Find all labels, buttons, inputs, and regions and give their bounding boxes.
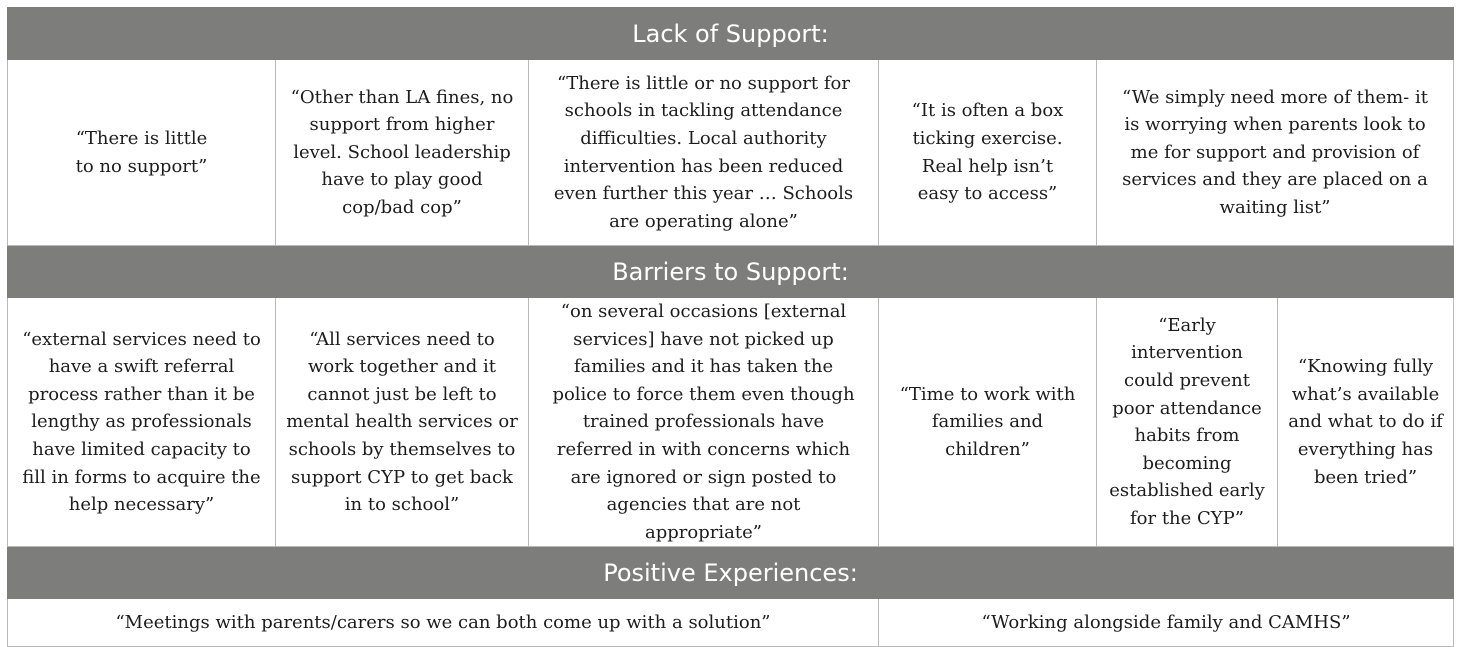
barrier-quote-3: “on several occasions [external services] have not picked up families and it has taken the police to force them even though trained professionals have referred in with concerns which are ignored or sign posted to agencies that are not appropriate” xyxy=(529,298,879,547)
barrier-quote-5: “Early intervention could prevent poor attendance habits from becoming established early for the CYP” xyxy=(1097,298,1278,547)
positive-header-row xyxy=(8,547,1454,599)
barriers-to-support-header: Barriers to Support: xyxy=(8,246,1454,298)
lack-of-support-header-row xyxy=(8,8,1454,60)
barrier-quote-1: “external services need to have a swift referral process rather than it be lengthy as professionals have limited capacity to fill in forms to acquire the help necessary” xyxy=(8,298,276,547)
positive-quote-1: “Meetings with parents/carers so we can both come up with a solution” xyxy=(8,599,879,647)
positive-experiences-header: Positive Experiences: xyxy=(8,547,1454,599)
lack-quote-5: “We simply need more of them- it is worrying when parents look to me for support and provision of services and they are placed on a waiting list” xyxy=(1097,60,1454,246)
lack-quote-3: “There is little or no support for schools in tackling attendance difficulties. Local authority intervention has been reduced even further this year … Schools are operating alone” xyxy=(529,60,879,246)
lack-quote-1: “There is little to no support” xyxy=(8,60,276,246)
barrier-quote-2: “All services need to work together and it cannot just be left to mental health services or schools by themselves to support CYP to get back in to school” xyxy=(276,298,529,547)
barrier-quote-6: “Knowing fully what’s available and what to do if everything has been tried” xyxy=(1278,298,1454,547)
positive-row xyxy=(8,599,1454,647)
lack-quote-2: “Other than LA fines, no support from higher level. School leadership have to play good cop/bad cop” xyxy=(276,60,529,246)
lack-of-support-header: Lack of Support: xyxy=(8,8,1454,60)
barriers-header-row xyxy=(8,246,1454,298)
barrier-quote-4: “Time to work with families and children” xyxy=(879,298,1097,547)
quotes-table xyxy=(7,7,1454,647)
lack-of-support-row xyxy=(8,60,1454,246)
positive-quote-2: “Working alongside family and CAMHS” xyxy=(879,599,1454,647)
barriers-row xyxy=(8,298,1454,547)
lack-quote-4: “It is often a box ticking exercise. Real help isn’t easy to access” xyxy=(879,60,1097,246)
